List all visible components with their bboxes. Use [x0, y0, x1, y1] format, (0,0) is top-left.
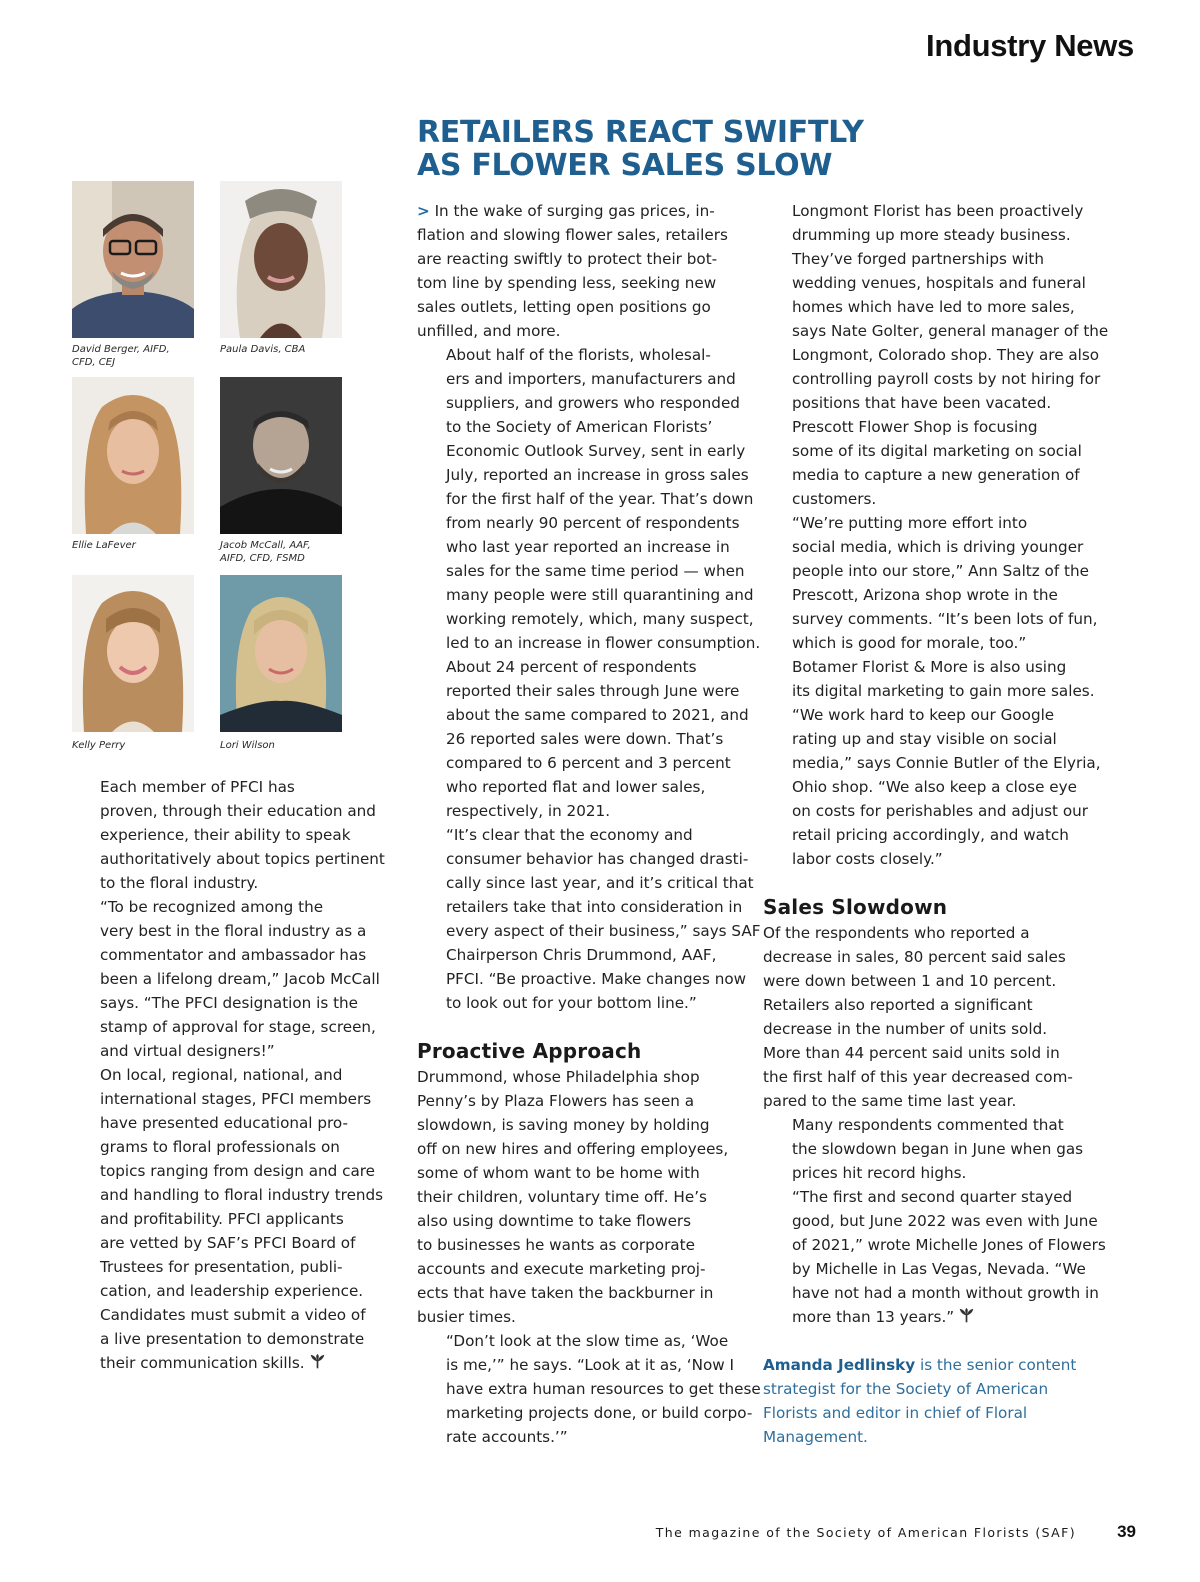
text-line: “Don’t look at the slow time as, ‘Woe: [446, 1332, 729, 1350]
text-line: of 2021,” wrote Michelle Jones of Flowers: [792, 1236, 1106, 1254]
article-headline: [417, 116, 937, 182]
text-line: off on new hires and offering employees,: [417, 1140, 729, 1158]
text-line: tom line by spending less, seeking new: [417, 274, 717, 292]
text-line: some of whom want to be home with: [417, 1164, 700, 1182]
text-line: Florists and editor in chief of Floral: [763, 1404, 1028, 1422]
right-column: [763, 199, 1109, 1449]
text-line: retail pricing accordingly, and watch: [792, 826, 1069, 844]
text-line: Management.: [763, 1428, 868, 1446]
text-line: which is good for morale, too.”: [792, 634, 1027, 652]
text-line: compared to 6 percent and 3 percent: [446, 754, 731, 772]
text-line: Drummond, whose Philadelphia shop: [417, 1068, 700, 1086]
text-line: busier times.: [417, 1308, 516, 1326]
text-line: the first half of this year decreased com-: [763, 1068, 1073, 1086]
text-line: topics ranging from design and care: [100, 1162, 376, 1180]
text-line: social media, which is driving younger: [792, 538, 1084, 556]
text-line: On local, regional, national, and: [100, 1066, 343, 1084]
text-line: respectively, in 2021.: [446, 802, 611, 820]
footer-publication: The magazine of the Society of American Florists (SAF): [655, 1525, 1076, 1540]
text-line: Longmont Florist has been proactively: [792, 202, 1084, 220]
photo-kelly-perry: [72, 575, 194, 732]
middle-column: [417, 199, 761, 1449]
author-bio: [763, 1353, 1093, 1449]
text-line: customers.: [792, 490, 877, 508]
paragraph: [763, 655, 1093, 703]
text-line: proven, through their education and: [100, 802, 376, 820]
photo-paula-davis: [220, 181, 342, 338]
text-fragment: their communication skills.: [100, 1354, 305, 1372]
photo-ellie-lafever: [72, 377, 194, 534]
text-line: Prescott, Arizona shop wrote in the: [792, 586, 1058, 604]
text-line: consumer behavior has changed drasti-: [446, 850, 749, 868]
text-line: commentator and ambassador has: [100, 946, 367, 964]
photo-caption: [220, 739, 350, 752]
text-line: “To be recognized among the: [100, 898, 324, 916]
text-line: ers and importers, manufacturers and: [446, 370, 736, 388]
paragraph: [763, 921, 1093, 1113]
photo-caption: [72, 739, 202, 752]
paragraph: [417, 1329, 761, 1449]
text-line: people into our store,” Ann Saltz of the: [792, 562, 1089, 580]
photo-david-berger: [72, 181, 194, 338]
text-line: to the floral industry.: [100, 874, 259, 892]
section-label: Industry News: [926, 28, 1134, 63]
paragraph: [417, 823, 761, 1015]
text-line: “It’s clear that the economy and: [446, 826, 693, 844]
text-line: good, but June 2022 was even with June: [792, 1212, 1098, 1230]
text-line: homes which have led to more sales,: [792, 298, 1075, 316]
text-line: and profitability. PFCI applicants: [100, 1210, 344, 1228]
text-line: cation, and leadership experience.: [100, 1282, 364, 1300]
text-line: working remotely, which, many suspect,: [446, 610, 754, 628]
subhead-sales-slowdown: Sales Slowdown: [763, 895, 948, 919]
text-line: 26 reported sales were down. That’s: [446, 730, 724, 748]
text-line: Penny’s by Plaza Flowers has seen a: [417, 1092, 695, 1110]
text-line: Economic Outlook Survey, sent in early: [446, 442, 746, 460]
paragraph: [763, 511, 1098, 655]
text-line: July, reported an increase in gross sales: [446, 466, 749, 484]
caption-line: Paula Davis, CBA: [220, 344, 306, 355]
text-line: survey comments. “It’s been lots of fun,: [792, 610, 1098, 628]
paragraph: [71, 1063, 384, 1375]
paragraph: [763, 199, 1109, 415]
paragraph: [417, 343, 761, 655]
lead-paragraph: [417, 199, 747, 343]
caption-line: David Berger, AIFD,: [72, 344, 170, 355]
photo-lori-wilson: [220, 575, 342, 732]
text-line: drumming up more steady business.: [792, 226, 1071, 244]
text-line: says Nate Golter, general manager of the: [792, 322, 1109, 340]
portrait-image: [72, 575, 194, 732]
text-fragment: is the senior content: [915, 1356, 1077, 1374]
photo-jacob-mccall: [220, 377, 342, 534]
text-line: Retailers also reported a significant: [763, 996, 1033, 1014]
paragraph: [417, 655, 747, 823]
text-line: experience, their ability to speak: [100, 826, 351, 844]
text-line: led to an increase in flower consumption.: [446, 634, 761, 652]
text-line: a live presentation to demonstrate: [100, 1330, 365, 1348]
paragraph: [417, 1065, 747, 1329]
text-line: have presented educational pro-: [100, 1114, 348, 1132]
text-line: Each member of PFCI has: [100, 778, 295, 796]
text-line: to the Society of American Florists’: [446, 418, 713, 436]
text-line: some of its digital marketing on social: [792, 442, 1082, 460]
text-line: grams to floral professionals on: [100, 1138, 340, 1156]
text-line: unfilled, and more.: [417, 322, 561, 340]
text-line: who reported flat and lower sales,: [446, 778, 706, 796]
text-line: international stages, PFCI members: [100, 1090, 372, 1108]
text-line: flation and slowing flower sales, retailers: [417, 226, 728, 244]
text-line: PFCI. “Be proactive. Make changes now: [446, 970, 747, 988]
text-line: [763, 1353, 1093, 1377]
headline-line-2: AS FLOWER SALES SLOW: [417, 148, 833, 183]
text-line: [417, 199, 747, 223]
portrait-image: [220, 377, 342, 534]
text-line: media to capture a new generation of: [792, 466, 1080, 484]
text-line: Candidates must submit a video of: [100, 1306, 366, 1324]
text-line: sales outlets, letting open positions go: [417, 298, 711, 316]
text-line: have not had a month without growth in: [792, 1284, 1099, 1302]
text-line: “We’re putting more effort into: [792, 514, 1028, 532]
text-line: stamp of approval for stage, screen,: [100, 1018, 376, 1036]
text-line: every aspect of their business,” says SAF: [446, 922, 761, 940]
text-line: ects that have taken the backburner in: [417, 1284, 714, 1302]
text-line: on costs for perishables and adjust our: [792, 802, 1088, 820]
text-line: They’ve forged partnerships with: [792, 250, 1045, 268]
text-line: More than 44 percent said units sold in: [763, 1044, 1060, 1062]
headline-line-1: RETAILERS REACT SWIFTLY: [417, 115, 864, 150]
text-line: have extra human resources to get these: [446, 1380, 761, 1398]
text-line: “The first and second quarter stayed: [792, 1188, 1073, 1206]
text-line: to look out for your bottom line.”: [446, 994, 697, 1012]
text-line: Many respondents commented that: [792, 1116, 1064, 1134]
photo-caption: [72, 539, 202, 552]
text-line: many people were still quarantining and: [446, 586, 754, 604]
text-line: who last year reported an increase in: [446, 538, 730, 556]
text-line: very best in the floral industry as a: [100, 922, 367, 940]
caption-line: Kelly Perry: [72, 740, 126, 751]
text-line: prices hit record highs.: [792, 1164, 967, 1182]
caption-line: Jacob McCall, AAF,: [220, 540, 311, 551]
caption-line: CFD, CEJ: [72, 357, 116, 368]
paragraph: [71, 775, 385, 895]
paragraph: [763, 415, 1093, 511]
portrait-image: [72, 181, 194, 338]
text-line: sales for the same time period — when: [446, 562, 745, 580]
photo-caption: [220, 343, 350, 356]
text-line: labor costs closely.”: [792, 850, 943, 868]
text-line: authoritatively about topics pertinent: [100, 850, 385, 868]
text-line: decrease in sales, 80 percent said sales: [763, 948, 1066, 966]
text-line: Prescott Flower Shop is focusing: [792, 418, 1038, 436]
text-line: its digital marketing to gain more sales.: [792, 682, 1095, 700]
text-line: marketing projects done, or build corpo-: [446, 1404, 753, 1422]
author-name: Amanda Jedlinsky: [763, 1356, 916, 1374]
text-line: were down between 1 and 10 percent.: [763, 972, 1057, 990]
text-fragment: more than 13 years.”: [792, 1308, 955, 1326]
caption-line: Lori Wilson: [220, 740, 275, 751]
paragraph: [763, 703, 1101, 871]
text-line: Chairperson Chris Drummond, AAF,: [446, 946, 717, 964]
text-line: suppliers, and growers who responded: [446, 394, 740, 412]
text-line: Trustees for presentation, publi-: [100, 1258, 343, 1276]
portrait-image: [220, 575, 342, 732]
text-line: [71, 1351, 381, 1375]
paragraph: [71, 895, 381, 1063]
text-line: for the first half of the year. That’s down: [446, 490, 754, 508]
text-line: Botamer Florist & More is also using: [792, 658, 1067, 676]
paragraph: [763, 1113, 1093, 1185]
text-line: decrease in the number of units sold.: [763, 1020, 1048, 1038]
paragraph: [763, 1185, 1106, 1329]
text-line: their children, voluntary time off. He’s: [417, 1188, 707, 1206]
text-fragment: In the wake of surging gas prices, in-: [434, 202, 715, 220]
left-column: [71, 775, 385, 1375]
text-line: media,” says Connie Butler of the Elyria,: [792, 754, 1101, 772]
saf-flower-endmark-icon: [309, 1353, 326, 1370]
text-line: retailers take that into consideration in: [446, 898, 743, 916]
text-line: accounts and execute marketing proj-: [417, 1260, 706, 1278]
text-line: Ohio shop. “We also keep a close eye: [792, 778, 1077, 796]
text-line: slowdown, is saving money by holding: [417, 1116, 710, 1134]
page-number: 39: [1117, 1522, 1136, 1541]
text-line: are reacting swiftly to protect their bot-: [417, 250, 718, 268]
portrait-image: [220, 181, 342, 338]
text-line: says. “The PFCI designation is the: [100, 994, 359, 1012]
text-line: About 24 percent of respondents: [446, 658, 697, 676]
photo-caption: [72, 343, 202, 369]
text-line: rating up and stay visible on social: [792, 730, 1057, 748]
text-line: been a lifelong dream,” Jacob McCall: [100, 970, 380, 988]
portrait-image: [72, 377, 194, 534]
caption-line: AIFD, CFD, FSMD: [220, 553, 305, 564]
text-line: wedding venues, hospitals and funeral: [792, 274, 1086, 292]
text-line: Of the respondents who reported a: [763, 924, 1030, 942]
text-line: positions that have been vacated.: [792, 394, 1052, 412]
text-line: the slowdown began in June when gas: [792, 1140, 1084, 1158]
text-line: controlling payroll costs by not hiring for: [792, 370, 1101, 388]
text-line: are vetted by SAF’s PFCI Board of: [100, 1234, 356, 1252]
caption-line: Ellie LaFever: [72, 540, 136, 551]
text-line: is me,’” he says. “Look at it as, ‘Now I: [446, 1356, 734, 1374]
text-line: rate accounts.’”: [446, 1428, 568, 1446]
text-line: also using downtime to take flowers: [417, 1212, 692, 1230]
text-line: by Michelle in Las Vegas, Nevada. “We: [792, 1260, 1086, 1278]
text-line: pared to the same time last year.: [763, 1092, 1017, 1110]
text-line: cally since last year, and it’s critical that: [446, 874, 754, 892]
text-line: from nearly 90 percent of respondents: [446, 514, 740, 532]
text-line: reported their sales through June were: [446, 682, 740, 700]
text-line: strategist for the Society of American: [763, 1380, 1049, 1398]
text-line: and handling to floral industry trends: [100, 1186, 384, 1204]
text-line: about the same compared to 2021, and: [446, 706, 749, 724]
text-line: to businesses he wants as corporate: [417, 1236, 695, 1254]
subhead-proactive-approach: Proactive Approach: [417, 1039, 642, 1063]
text-line: Longmont, Colorado shop. They are also: [792, 346, 1100, 364]
text-line: [763, 1305, 1093, 1329]
saf-flower-endmark-icon: [958, 1307, 975, 1324]
text-line: and virtual designers!”: [100, 1042, 275, 1060]
lead-arrow-icon: >: [417, 202, 430, 220]
text-line: About half of the florists, wholesal-: [446, 346, 711, 364]
text-line: “We work hard to keep our Google: [792, 706, 1055, 724]
photo-caption: [220, 539, 350, 565]
